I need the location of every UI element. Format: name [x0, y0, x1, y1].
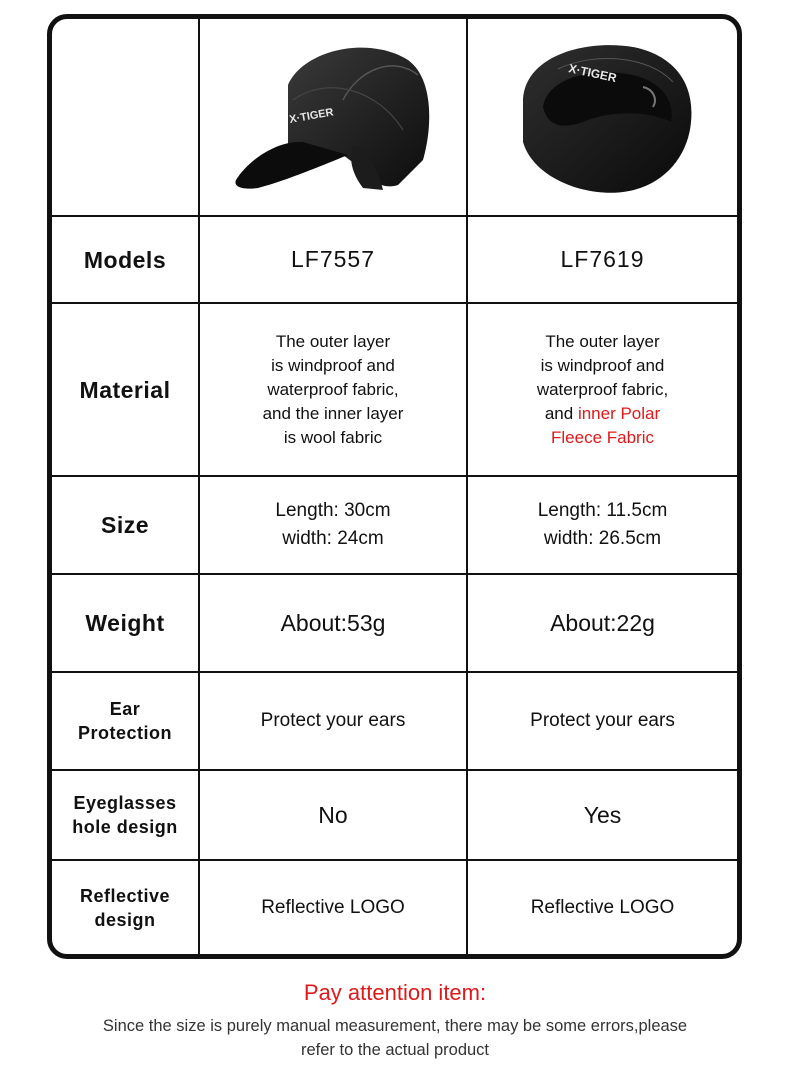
- material-label: Material: [79, 376, 171, 403]
- ear-warmer-headband-icon: [503, 27, 703, 207]
- cycling-cap-icon: [228, 30, 438, 205]
- weight-label: Weight: [85, 610, 165, 636]
- reflective-value-1: Reflective LOGO: [261, 896, 405, 918]
- product-image-cell-1: [200, 19, 468, 215]
- ear-protection-value-1: Protect your ears: [260, 710, 406, 731]
- brand-logo-2: X·TIGER: [566, 61, 618, 86]
- size-label: Size: [100, 512, 150, 538]
- reflective-value-2: Reflective LOGO: [530, 896, 675, 918]
- highlight-text-2: Fleece Fabric: [551, 427, 654, 447]
- reflective-label: Reflective design: [79, 885, 171, 930]
- empty-corner-cell: [52, 19, 200, 215]
- model-value-2: LF7619: [560, 246, 645, 272]
- eyeglasses-row: [52, 771, 737, 861]
- models-row: [52, 217, 737, 304]
- brand-logo-1: X·TIGER: [288, 105, 335, 126]
- weight-value-2: About:22g: [550, 609, 655, 636]
- size-value-2: Length: 11.5cm width: 26.5cm: [537, 500, 668, 549]
- material-row: [52, 304, 737, 477]
- weight-row: [52, 575, 737, 673]
- weight-value-1: About:53g: [280, 609, 386, 636]
- eyeglasses-value-2: Yes: [583, 801, 622, 828]
- size-row: [52, 477, 737, 575]
- material-value-1: The outer layer is windproof and waterproof fabric, and the inner layer is wool fabric: [262, 331, 404, 447]
- highlight-text: inner Polar: [577, 403, 661, 423]
- ear-protection-value-2: Protect your ears: [530, 710, 675, 731]
- eyeglasses-value-1: No: [318, 801, 348, 828]
- ear-protection-row: [52, 673, 737, 771]
- size-value-1: Length: 30cm width: 24cm: [275, 500, 391, 549]
- attention-note: Since the size is purely manual measurement, there may be some errors,please refer to the actual product: [102, 1017, 688, 1059]
- attention-title: Pay attention item:: [303, 980, 487, 1005]
- material-value-2: The outer layer is windproof and waterproof fabric, and inner Polar Fleece Fabric: [537, 330, 668, 450]
- product-image-cell-2: [468, 19, 737, 215]
- model-value-1: LF7557: [290, 246, 375, 272]
- image-row: [52, 19, 737, 217]
- ear-protection-label: Ear Protection: [77, 699, 172, 743]
- models-label: Models: [83, 246, 167, 273]
- comparison-table: [47, 14, 742, 959]
- eyeglasses-label: Eyeglasses hole design: [72, 793, 178, 837]
- reflective-row: [52, 861, 737, 954]
